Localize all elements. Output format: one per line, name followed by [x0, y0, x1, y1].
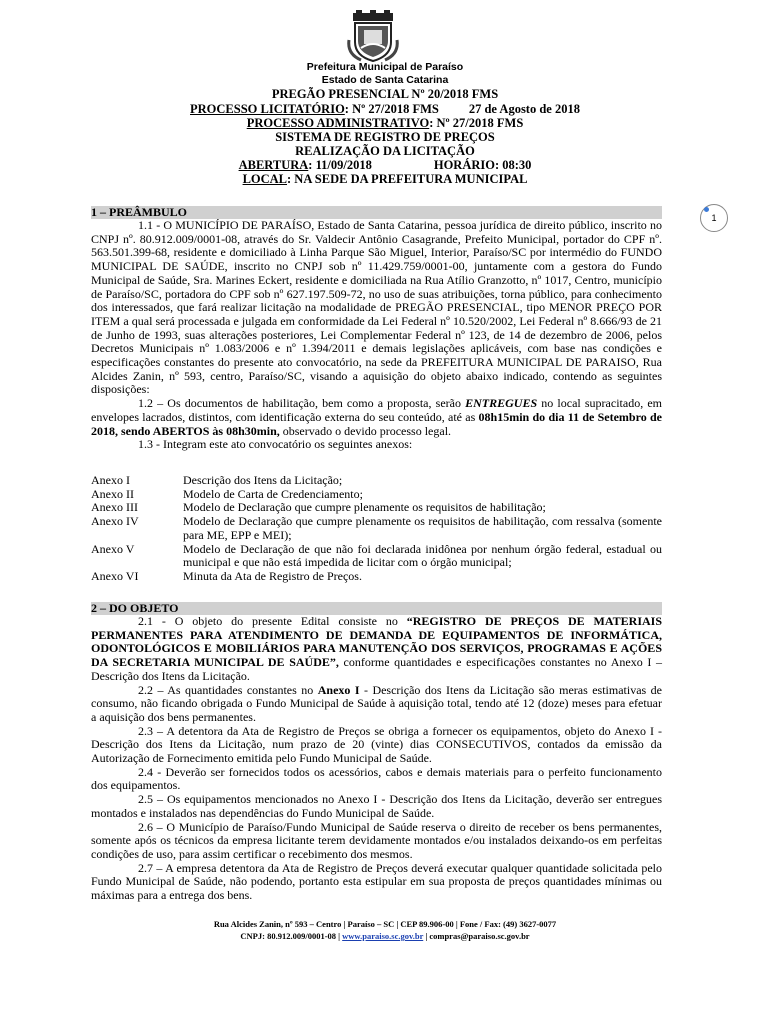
annex-desc: Modelo de Declaração que cumpre plenamente os requisitos de habilitação; [183, 500, 546, 515]
paragraph-2-4: 2.4 - Deverão ser fornecidos todos os acessórios, cabos e demais materiais para o perfeito funcionamento dos equipamentos. [91, 764, 662, 793]
annex-key: Anexo VI [91, 568, 139, 583]
abertura-value: : 11/09/2018 [308, 158, 372, 172]
estado-title: Estado de Santa Catarina [321, 74, 449, 86]
p22-text-c: - Descrição dos Itens da Licitação são meras estimativas de consumo, não ficando obrigada o Fundo Municipal de Saúde à aquisição total, tendo até 12 (doze) meses para efetuar a aquisição dos bens permanentes. [91, 682, 662, 724]
paragraph-2-1 [91, 615, 662, 684]
comment-count: 1 [711, 213, 717, 223]
comment-dot-icon [704, 207, 709, 212]
p21-object: “REGISTRO DE PREÇOS DE MATERIAIS PERMANENTES PARA ATENDIMENTO DE DEMANDA DE EQUIPAMENTOS DE INFORMÁTICA, ODONTOLÓGICOS E MOBILIÁRIOS PARA MANUTENÇÃO DOS SERVIÇOS, PROGRAMAS E AÇÕES DA SECRETARIA MUNICIPAL DE SAÚDE”, [91, 614, 663, 670]
municipal-coat-of-arms [347, 10, 399, 62]
annex-key: Anexo III [91, 500, 138, 515]
abertura-label: ABERTURA [238, 158, 309, 172]
p12-entregues: ENTREGUES [465, 396, 538, 411]
adm-value: : Nº 27/2018 FMS [429, 116, 524, 130]
prefeitura-title: Prefeitura Municipal de Paraíso [306, 61, 464, 73]
p22-text-a: 2.2 – As quantidades constantes no [138, 682, 318, 697]
paragraph-2-3: 2.3 – A detentora da Ata de Registro de Preços se obriga a fornecer os equipamentos, objeto do Anexo I - Descrição dos Itens da Licitação, num prazo de 20 (vinte) dias CONSECUTIVOS, contados da emissão da Autorização de Fornecimento emitida pelo Fundo Municipal de Saúde. [91, 723, 662, 766]
processo-licitatorio-line [0, 102, 770, 116]
processo-date: 27 de Agosto de 2018 [468, 102, 580, 116]
annex-row [91, 488, 662, 502]
paragraph-2-7: 2.7 – A empresa detentora da Ata de Registro de Preços deverá executar qualquer quantidade solicitada pelo Fundo Municipal de Saúde, não podendo, portanto esta estipular em sua proposta de preços quantidades mínimas ou máximas para a entrega dos bens. [91, 860, 662, 903]
p12-text-c: no local supracitado, em envelopes lacrados, distintos, com identificação externa do seu conteúdo, até as [91, 396, 662, 424]
processo-administrativo-line [0, 116, 770, 130]
local-label: LOCAL [242, 172, 288, 186]
sistema-title: SISTEMA DE REGISTRO DE PREÇOS [275, 130, 495, 144]
annex-row [91, 570, 662, 584]
footer-website-link[interactable]: www.paraiso.sc.gov.br [342, 931, 424, 941]
p21-text-a: 2.1 - O objeto do presente Edital consiste no [138, 614, 407, 628]
footer-contact [0, 931, 770, 941]
paragraph-2-5: 2.5 – Os equipamentos mencionados no Anexo I - Descrição dos Itens da Licitação, deverão ser entregues montados e instalados nas dependências do Fundo Municipal de Saúde. [91, 792, 662, 820]
annex-desc: Minuta da Ata de Registro de Preços. [183, 568, 362, 583]
annex-row [91, 501, 662, 515]
comment-count-badge[interactable] [700, 204, 728, 232]
annex-desc: Modelo de Carta de Credenciamento; [183, 486, 363, 501]
annex-row [91, 515, 662, 542]
horario: HORÁRIO: 08:30 [433, 158, 532, 172]
annex-desc: Modelo de Declaração que cumpre plenamente os requisitos de habilitação, com ressalva (somente para ME, EPP e MEI); [183, 514, 662, 542]
processo-label: PROCESSO LICITATÓRIO [190, 102, 345, 116]
abertura-line [0, 158, 770, 172]
local-line [0, 172, 770, 186]
annex-key: Anexo V [91, 541, 135, 556]
annex-key: Anexo I [91, 473, 130, 487]
footer-cnpj: CNPJ: 80.912.009/0001-08 | [240, 931, 343, 941]
section-1-body [91, 219, 662, 452]
annex-key: Anexo II [91, 486, 134, 501]
p22-annex: Anexo I [317, 682, 360, 697]
annex-list [91, 474, 662, 584]
realizacao-title: REALIZAÇÃO DA LICITAÇÃO [295, 144, 475, 158]
adm-label: PROCESSO ADMINISTRATIVO [246, 116, 430, 130]
p21-text-c: conforme quantidades e especificações constantes no Anexo I – Descrição dos Itens da Licitação. [91, 655, 662, 683]
section-2-body [91, 615, 662, 903]
p12-deadline: 08h15min do dia 11 de Setembro de 2018, sendo ABERTOS às 08h30min, [91, 409, 662, 438]
annex-desc: Modelo de Declaração de que não foi declarada inidônea por nenhum órgão federal, estadual ou municipal e que não está impedida de licitar com o órgão municipal; [183, 541, 662, 570]
footer-email: | compras@paraiso.sc.gov.br [423, 931, 530, 941]
section-1-heading: 1 – PREÂMBULO [91, 206, 662, 219]
local-value: : NA SEDE DA PREFEITURA MUNICIPAL [287, 172, 528, 186]
annex-row [91, 543, 662, 570]
processo-value: : Nº 27/2018 FMS [344, 102, 439, 116]
annex-desc: Descrição dos Itens da Licitação; [183, 473, 343, 487]
paragraph-2-2 [91, 684, 662, 725]
pregao-title: PREGÃO PRESENCIAL Nº 20/2018 FMS [271, 87, 499, 101]
paragraph-2-6: 2.6 – O Município de Paraíso/Fundo Municipal de Saúde reserva o direito de receber os bens permanentes, somente após os técnicos da empresa licitante terem devidamente montados e/ou instalados deixando-os em perfeitas condições de uso, para assim certificar o recebimento dos mesmos. [91, 819, 662, 861]
paragraph-1-2 [91, 397, 662, 438]
annex-key: Anexo IV [91, 514, 139, 529]
annex-row [91, 474, 662, 488]
section-2-heading: 2 – DO OBJETO [91, 602, 662, 615]
p12-text-a: 1.2 – Os documentos de habilitação, bem como a proposta, serão [138, 396, 466, 411]
p12-text-e: observado o devido processo legal. [279, 423, 452, 438]
paragraph-1-3: 1.3 - Integram este ato convocatório os seguintes anexos: [138, 437, 413, 452]
paragraph-1-1: 1.1 - O MUNICÍPIO DE PARAÍSO, Estado de Santa Catarina, pessoa jurídica de direito público, inscrito no CNPJ nº. 80.912.009/0001-08, através do Sr. Valdecir Antônio Casagrande, Prefeito Municipal, portador do CPF nº. 563.501.399-68, residente e domiciliado à Linha Parque São Miguel, Interior, Paraíso/SC por intermédio do FUNDO MUNICIPAL DE SAÚDE, inscrito no CNPJ sob nº 11.429.759/0001-00, juntamente com a gestora do Fundo Municipal de Saúde, Sra. Marines Eckert, residente e domiciliada na Rua Atílio Granzotto, nº 1017, Centro, município de Paraíso/SC, portadora do CPF sob nº 627.197.509-72, no uso de suas atribuições, torna público, para conhecimento dos interessados, que fará realizar licitação na modalidade de PREGÃO PRESENCIAL, tipo MENOR PREÇO POR ITEM a qual será processada e julgada em conformidade da Lei Federal nº 10.520/2002, Lei Federal nº 8.666/93 de 21 de Junho de 1993, suas alterações posteriores, Lei Complementar Federal nº 123, de 14 de dezembro de 2006, pelos Decretos Municipais nº 1.083/2006 e nº 1.394/2011 e demais legislações aplicáveis, com base nas condições e especificações constantes do presente ato convocatório, na sede da PREFEITURA MUNICIPAL DE PARAISO, Rua Alcides Zanin, nº 593, centro, Paraíso/SC, visando a aquisição do objeto abaixo indicado, contendo as seguintes disposições: [91, 218, 662, 397]
footer-address: Rua Alcides Zanin, nº 593 – Centro | Paraíso – SC | CEP 89.906-00 | Fone / Fax: (49) 3627-0077 [213, 919, 557, 929]
